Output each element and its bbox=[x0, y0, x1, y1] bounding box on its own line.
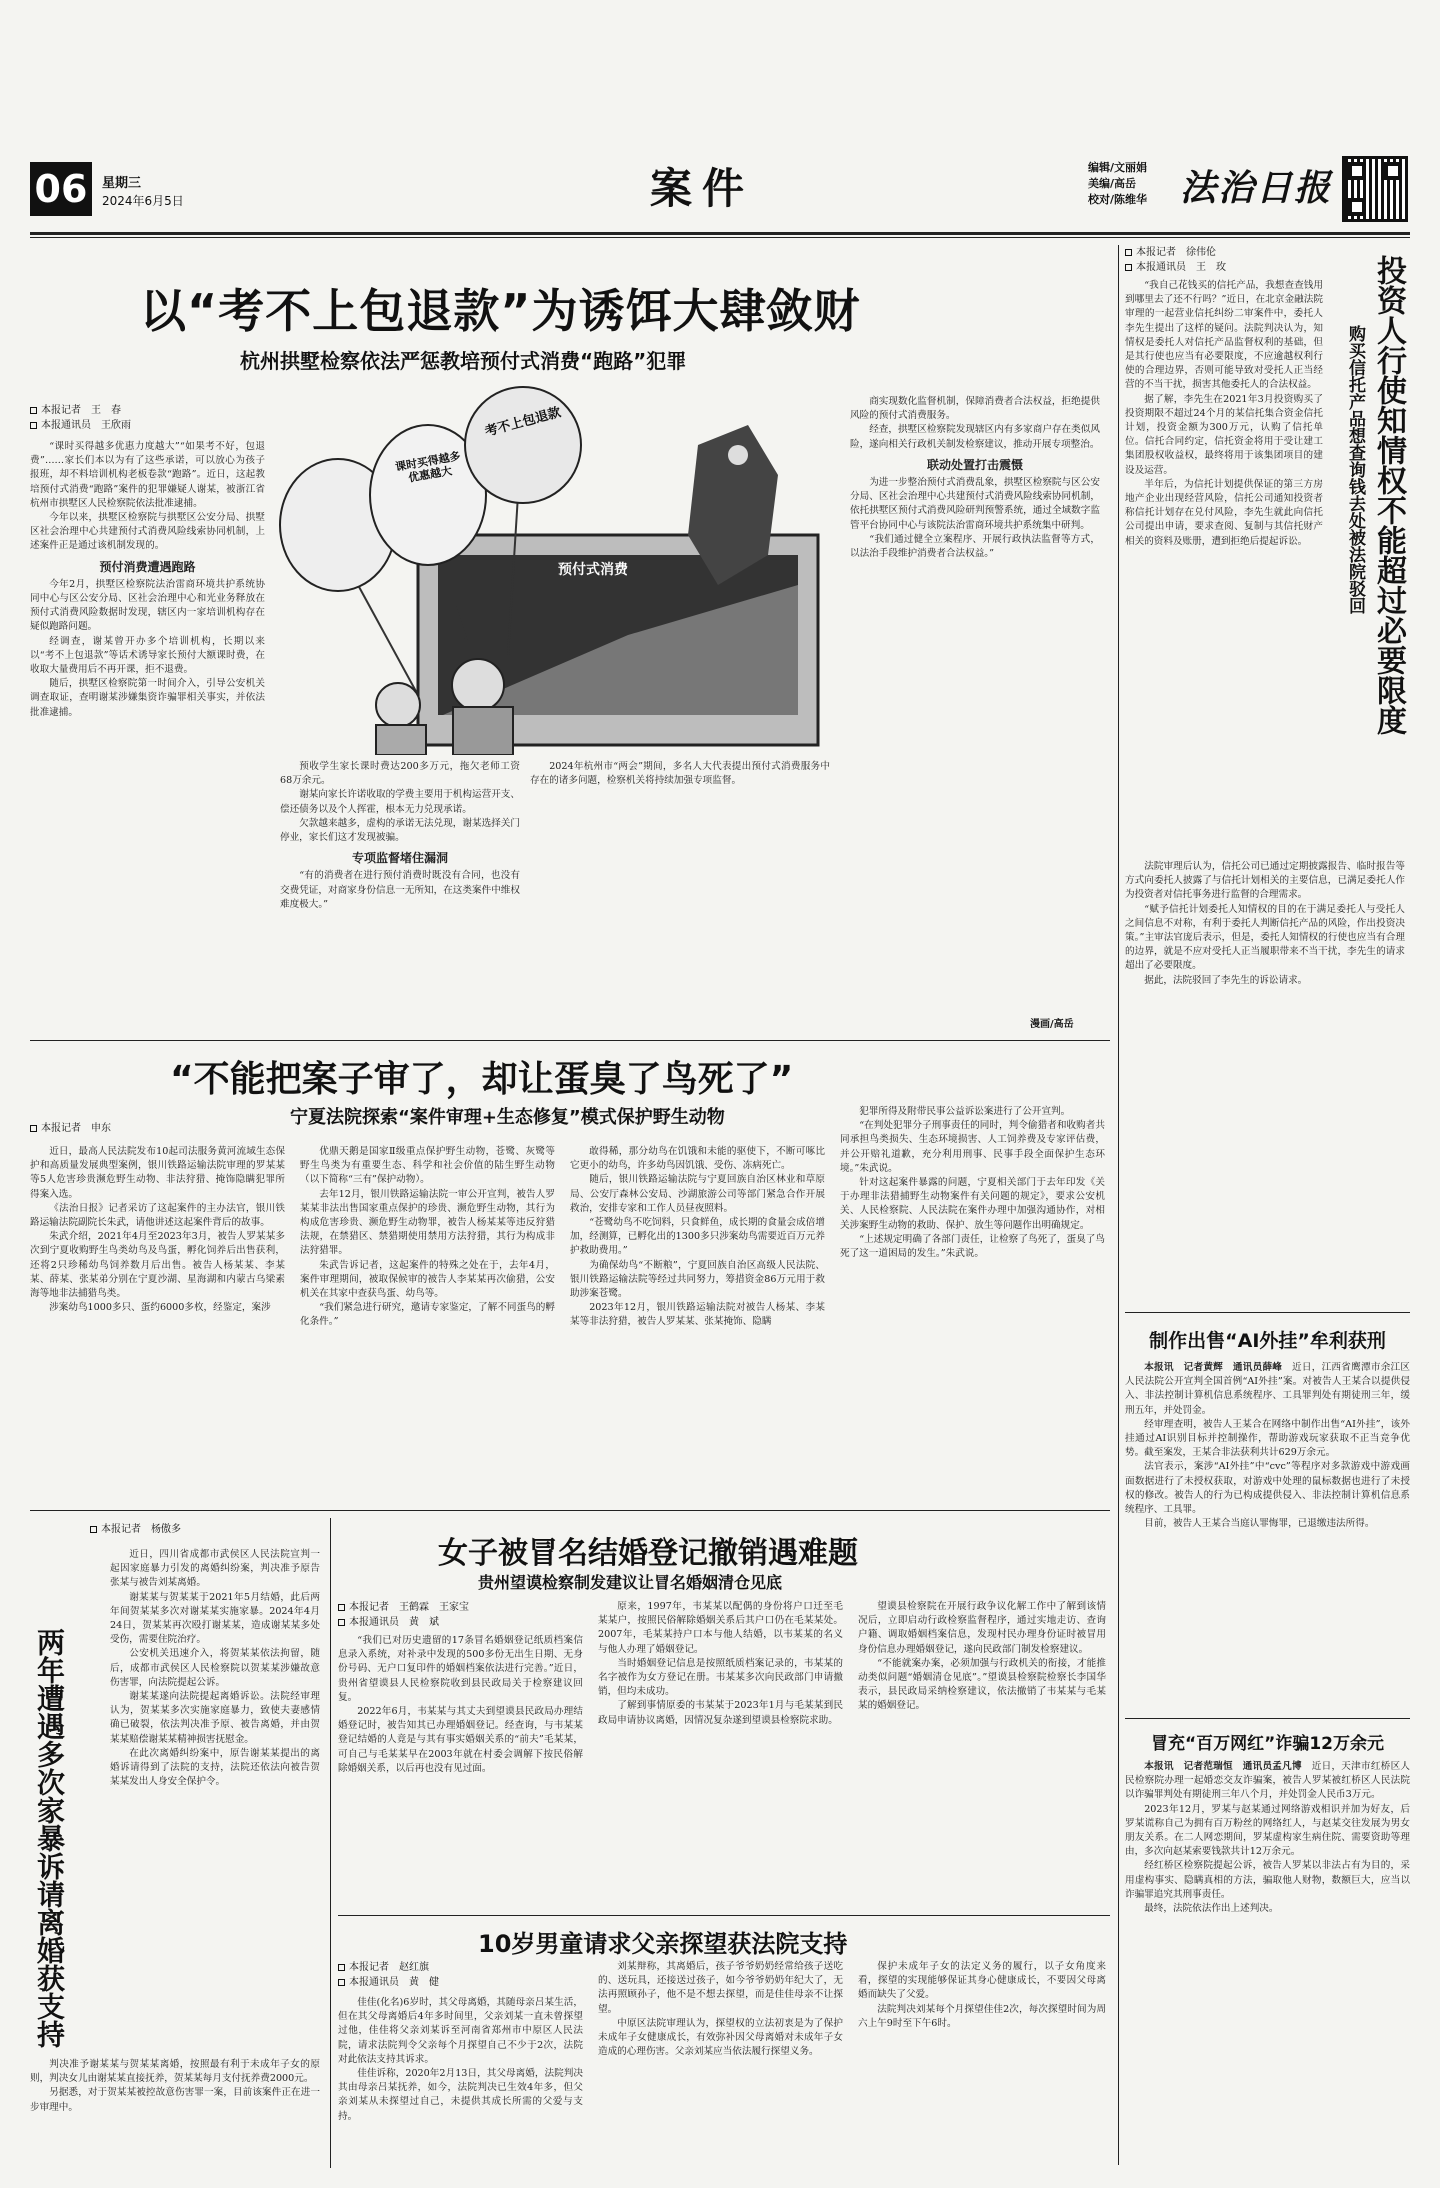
story7-title: 女子被冒名结婚登记撤销遇难题 bbox=[438, 1536, 858, 1571]
story2-title: “不能把案子审了，却让蛋臭了鸟死了” bbox=[170, 1059, 794, 1100]
story1-col4: 商实现数化监督机制，保障消费者合法权益，拒绝提供风险的预付式消费服务。 经查，拱墅区检察院发现辖区内有多家商户存在类似风险，遂向相关行政机关制发检察建议，推动开展专项整治。 联动处置打击震慑 为进一步整治预付式消费乱象，拱墅区检察院与区公安分局、区社会治理中心共建预付式消费风险线索协同机制，依托拱墅区预付式消费风险研判预警系统，通过全域数字监管平台协同中心与该院法治雷商环境共护系统集中研判。 “我们通过健全立案程序、开展行政执法监督等方式，以法治手段维护消费者合法权益。” bbox=[850, 396, 1100, 560]
correspondent: 本报通讯员 黄 健 bbox=[349, 1977, 439, 1988]
balloon-label-discount: 课时买得越多优惠越大 bbox=[394, 449, 462, 485]
story6-title: 两年遭遇多次家暴诉请离婚获支持 bbox=[33, 1628, 66, 2048]
story3-title: 投资人行使知情权不能超过必要限度 bbox=[1371, 255, 1406, 735]
story4 bbox=[1125, 1320, 1410, 1715]
story3 bbox=[1125, 245, 1410, 1310]
story2-byline bbox=[30, 1121, 111, 1136]
qr-code[interactable] bbox=[1342, 156, 1408, 222]
story7-byline bbox=[338, 1600, 469, 1630]
story8-col3: 保护未成年子女的法定义务的履行，以子女角度来看，探望的实现能够保证其身心健康成长，不要因父母离婚而缺失了父爱。 法院判决刘某每个月探望佳佳2次，每次探望时间为周六上午9时至下午6时。 bbox=[858, 1961, 1106, 2029]
story7-col1: “我们已对历史遗留的17条冒名婚姻登记纸质档案信息录入系统，对补录中发现的500多份无出生日期、无身份号码、无户口复印件的婚姻档案依法进行完善。”近日，贵州省望谟县人民检察院收到县民政局关于检察建议回复。 2022年6月，韦某某与其丈夫到望谟县民政局办理结婚登记时，被告知其已办理婚姻登记。经查询，与韦某某登记结婚的人竟是与其有事实婚姻关系的“前夫”毛某某，可自己与毛某某早在2003年就在村委会调解下按民俗解除婚姻关系，以后再也没有见过面。 bbox=[338, 1635, 583, 1774]
story6-body-top: 近日，四川省成都市武侯区人民法院宣判一起因家庭暴力引发的离婚纠纷案，判决准予原告张某与被告刘某离婚。 谢某某与贺某某于2021年5月结婚，此后两年间贺某某多次对谢某某实施家暴。2024年4月24日，贺某某再次殴打谢某某，造成谢某某多处受伤，需要住院治疗。 公安机关迅速介入，将贺某某依法拘留，随后，成都市武侯区人民检察院以贺某某涉嫌故意伤害罪，向法院提起公诉。 谢某某遂向法院提起离婚诉讼。法院经审理认为，贺某某多次实施家庭暴力，致使夫妻感情确已破裂，依法判决准予原、被告离婚，并由贺某某赔偿谢某某精神损害抚慰金。 在此次离婚纠纷案中，原告谢某某提出的离婚诉请得到了法院的支持，法院还依法向被告贺某某发出人身安全保护令。 bbox=[110, 1549, 320, 1788]
story1-col3: 2024年杭州市“两会”期间，多名人大代表提出预付式消费服务中存在的诸多问题，检察机关将持续加强专项监督。 bbox=[530, 761, 830, 787]
masthead-rule-thin bbox=[30, 237, 1410, 238]
story7-col2: 原来，1997年，韦某某以配偶的身份将户口迁至毛某某户，按照民俗解除婚姻关系后其户口仍在毛某某处。2007年，毛某某持户口本与他人结婚，以韦某某的名义与他人办理了婚姻登记。 当时婚姻登记信息是按照纸质档案记录的，韦某某的名字被作为女方登记在册。韦某某多次向民政部门申请撤销，但均未成功。 了解到事情原委的韦某某于2023年1月与毛某某到民政局申请协议离婚，因情况复杂遂到望谟县检察院求助。 bbox=[598, 1601, 843, 1726]
story1-title: 以“考不上包退款”为诱饵大肆敛财 bbox=[140, 284, 861, 338]
reporter: 本报记者 王鹤霖 王家宝 bbox=[349, 1602, 469, 1613]
story1-col1: “课时买得越多优惠力度越大”“如果考不好，包退费”……家长们本以为有了这些承诺，可以放心为孩子报班，却不料培训机构老板卷款“跑路”。近日，这起教培预付式消费“跑路”案件的犯罪嫌疑人谢某，被浙江省杭州市拱墅区人民检察院依法批准逮捕。 今年以来，拱墅区检察院与拱墅区公安分局、拱墅区社会治理中心共建预付式消费风险线索协同机制，上述案件正是通过该机制发现的。 预付消费遭遇跑路 今年2月，拱墅区检察院法治雷商环境共护系统协同中心与区公安分局、区社会治理中心和光业务释放在预付式消费风险数据时发现，辖区内一家培训机构存在疑似跑路问题。 经调查，谢某曾开办多个培训机构，长期以来以“考不上包退款”等话术诱导家长预付大额课时费，在收取大量费用后不再开课，拒不退费。 随后，拱墅区检察院第一时间介入，引导公安机关调查取证，查明谢某涉嫌集资诈骗罪相关事实，并依法批准逮捕。 bbox=[30, 441, 265, 718]
reporter: 本报记者 赵红旗 bbox=[349, 1962, 429, 1973]
correspondent: 本报通讯员 王欣雨 bbox=[41, 420, 131, 431]
story3-body-top: “我自己花钱买的信托产品，我想查查钱用到哪里去了还不行吗？”近日，在北京金融法院审理的一起营业信托纠纷二审案件中，委托人李先生提出了这样的疑问。法院判决认为，知情权是委托人对信托产品监督权利的基础，但是其行使也应当有必要限度，不应逾越权利行使的合理边界，否则可能导致对受托人正当经营的不当干扰，损害其他委托人的合法权益。 据了解，李先生在2021年3月投资购买了投资期限不超过24个月的某信托集合资金信托计划，投资金额为300万元，认购了信托单位。信托合同约定，信托资金将用于受让建工集团股权收益权，最终将用于该集团项目的建设及运营。 半年后，为信托计划提供保证的第三方房地产企业出现经营风险，信托公司通知投资者称信托计划存在兑付风险，李先生就此向信托公司提出申请，要求查阅、复制与其信托财产相关的资料及账册，遭到拒绝后提起诉讼。 bbox=[1125, 280, 1323, 547]
story4-byline: 本报讯 记者黄辉 通讯员薛峰 bbox=[1144, 1362, 1283, 1373]
story8-byline bbox=[338, 1960, 439, 1990]
section-title: 案件 bbox=[650, 164, 755, 213]
story5 bbox=[1125, 1725, 1410, 2165]
story7-subtitle: 贵州望谟检察制发建议让冒名婚姻清仓见底 bbox=[478, 1573, 783, 1592]
story4-title: 制作出售“AI外挂”牟利获刑 bbox=[1149, 1330, 1386, 1352]
paper-logo: 法治日报 bbox=[1180, 167, 1333, 209]
story3-body-bottom: 法院审理后认为，信托公司已通过定期披露报告、临时报告等方式向委托人披露了与信托计划相关的主要信息，已满足委托人作为投资者对信托事务进行监督的合理需求。 “赋予信托计划委托人知情权的目的在于满足委托人与受托人之间信息不对称，有利于委托人判断信托产品的风险，作出投资决策。”主审法官庞后表示，但是，委托人知情权的行使也应当有合理的边界，就是不应对受托人正当履职带来不当干扰，李先生的请求超出了必要限度。 据此，法院驳回了李先生的诉讼请求。 bbox=[1125, 861, 1405, 986]
story4-bottom-rule bbox=[1125, 1718, 1410, 1719]
story2-col1: 近日，最高人民法院发布10起司法服务黄河流域生态保护和高质量发展典型案例，银川铁路运输法院审理的罗某某等5人危害珍贵濒危野生动物、非法狩猎、掩饰隐瞒犯罪所得案入选。 《法治日报》记者采访了这起案件的主办法官，银川铁路运输法院副院长朱武，请他讲述这起案件背后的故事。 朱武介绍，2021年4月至2023年3月，被告人罗某某多次到宁夏收购野生鸟类幼鸟及鸟蛋，孵化饲养后出售获利，还将2只珍稀幼鸟饲养数月后出售。被告人杨某某、李某某、薛某、张某弟分别在宁夏沙湖、星海湖和内蒙古乌梁素海等地非法捕猎鸟类。 涉案幼鸟1000多只、蛋约6000多枚，经鉴定，案涉 bbox=[30, 1146, 285, 1314]
proof-credit: 校对/陈维华 bbox=[1088, 193, 1148, 206]
story8-col1: 佳佳(化名)6岁时，其父母离婚，其随母亲吕某生活，但在其父母离婚后4年多时间里，父亲刘某一直未曾探望过他，佳佳将父亲刘某诉至河南省郑州市中原区人民法院，请求法院判令父亲每个月探望自己不少于2次，法院对此依法支持其诉求。 佳佳诉称，2020年2月13日，其父母离婚，法院判决其由母亲吕某抚养，如今，法院判决已生效4年多，但父亲刘某从未探望过自己，未提供其成长所需的父爱与支持。 bbox=[338, 1997, 583, 2122]
story8-title: 10岁男童请求父亲探望获法院支持 bbox=[478, 1930, 848, 1958]
screen-label-prepaid: 预付式消费 bbox=[558, 562, 628, 578]
cartoon-credit: 漫画/高岳 bbox=[1030, 1019, 1074, 1030]
story1-cartoon bbox=[278, 385, 838, 755]
masthead-rule bbox=[30, 232, 1410, 235]
story2 bbox=[30, 1045, 1110, 1505]
correspondent: 本报通讯员 黄 斌 bbox=[349, 1617, 439, 1628]
story6-byline bbox=[90, 1522, 181, 1537]
story1-subhead-2: 专项监督堵住漏洞 bbox=[351, 851, 448, 866]
story2-col4: 犯罪所得及附带民事公益诉讼案进行了公开宣判。 “在判处犯罪分子刑事责任的同时，判令偷猎者和收购者共同承担鸟类损失、生态环境损害、人工饲养费及专家评估费，并公开赔礼道歉，充分利用刑事、民事手段全面保护生态环境。”朱武说。 针对这起案件暴露的问题，宁夏相关部门于去年印发《关于办理非法猎捕野生动物案件有关问题的规定》，要求公安机关、人民检察院、人民法院在案件办理中加强沟通协作，对相关涉案野生动物的救助、保护、放生等问题作出明确规定。 “上述规定明确了各部门责任，让检察了鸟死了，蛋臭了鸟死了这一道困局的发生。”朱武说。 bbox=[840, 1106, 1105, 1260]
story1-bottom-rule bbox=[30, 1040, 1110, 1041]
reporter: 本报记者 徐伟伦 bbox=[1136, 247, 1216, 258]
weekday: 星期三 bbox=[102, 176, 142, 191]
masthead bbox=[30, 150, 1410, 230]
story1 bbox=[30, 245, 1110, 1035]
story7-bottom-rule bbox=[338, 1915, 1110, 1916]
story5-body: 本报讯 记者范瑞恒 通讯员孟凡博 近日，天津市红桥区人民检察院办理一起婚恋交友诈骗案，被告人罗某被红桥区人民法院以诈骗罪判处有期徒刑三年八个月，并处罚金人民币3万元。 2023年12月，罗某与赵某通过网络游戏相识并加为好友，后罗某谎称自己为拥有百万粉丝的网络红人，与赵某交往发展为男女朋友关系。在二人网恋期间，罗某虚构家生病住院、需要资助等理由，多次向赵某索要钱款共计12万余元。 经红桥区检察院提起公诉，被告人罗某以非法占有为目的，采用虚构事实、隐瞒真相的方法，骗取他人财物，数额巨大，应当以诈骗罪追究其刑事责任。 最终，法院依法作出上述判决。 bbox=[1125, 1761, 1410, 1915]
designer-credit: 美编/高岳 bbox=[1088, 177, 1137, 190]
issue-date: 2024年6月5日 bbox=[102, 194, 184, 208]
story6-body-bottom: 判决准予谢某某与贺某某离婚，按照最有利于未成年子女的原则，判决女儿由谢某某直接抚养，贺某某每月支付抚养费2000元。 另据悉，对于贺某某被控故意伤害罪一案，目前该案件正在进一步审理中。 bbox=[30, 2059, 320, 2113]
story5-title: 冒充“百万网红”诈骗12万余元 bbox=[1150, 1734, 1384, 1754]
reporter: 本报记者 申东 bbox=[41, 1123, 111, 1134]
story1-subhead-1: 预付消费遭遇跑路 bbox=[99, 559, 196, 574]
page-number: 06 bbox=[34, 167, 88, 211]
editor-credit: 编辑/文丽娟 bbox=[1088, 161, 1148, 174]
story6 bbox=[30, 1518, 325, 2168]
story1-col2: 预收学生家长课时费达200多万元，拖欠老师工资68万余元。 谢某向家长许诺收取的学费主要用于机构运营开支、偿还债务以及个人挥霍，根本无力兑现承诺。 欠款越来越多，虚构的承诺无法兑现，谢某选择关门停业，家长们这才发现被骗。 专项监督堵住漏洞 “有的消费者在进行预付消费时既没有合同，也没有交费凭证，对商家身份信息一无所知，在这类案件中维权难度极大。” bbox=[280, 761, 520, 910]
story3-byline bbox=[1125, 245, 1325, 275]
story1-byline bbox=[30, 403, 260, 433]
story2-col2: 优鼎天鹅是国家Ⅱ级重点保护野生动物，苍鹭、灰鹭等野生鸟类为有重要生态、科学和社会价值的陆生野生动物（以下简称“三有”保护动物）。 去年12月，银川铁路运输法院一审公开宣判，被告人罗某某非法出售国家重点保护的珍贵、濒危野生动物，其行为构成危害珍贵、濒危野生动物罪，被告人杨某某等违反狩猎法规，在禁猎区、禁猎期使用禁用方法狩猎，其行为构成非法狩猎罪。 朱武告诉记者，这起案件的特殊之处在于，去年4月，案件审理期间，被取保候审的被告人李某某再次偷猎，公安机关在其家中查获鸟蛋、幼鸟等。 “我们紧急进行研究，邀请专家鉴定，了解不同蛋鸟的孵化条件。” bbox=[300, 1146, 555, 1328]
story4-body: 本报讯 记者黄辉 通讯员薛峰 近日，江西省鹰潭市余江区人民法院公开宣判全国首例“AI外挂”案。对被告人王某合以提供侵入、非法控制计算机信息系统程序、工具罪判处有期徒刑三年，缓刑五年，并处罚金。 经审理查明，被告人王某合在网络中制作出售“AI外挂”，该外挂通过AI识别目标并控制操作，帮助游戏玩家获取不正当竞争优势。截至案发，王某合非法获利共计629万余元。 法官表示，案涉“AI外挂”中“cvc”等程序对多款游戏中游戏画面数据进行了未授权获取，对游戏中处理的鼠标数据也进行了未授权的修改。被告人的行为已构成提供侵入、非法控制计算机信息系统程序、工具罪。 目前，被告人王某合当庭认罪悔罪，已退缴违法所得。 bbox=[1125, 1362, 1410, 1530]
story8 bbox=[338, 1920, 1110, 2168]
balloon-label-refund: 考不上包退款 bbox=[483, 405, 563, 440]
correspondent: 本报通讯员 王 玫 bbox=[1136, 262, 1226, 273]
page-number-box bbox=[30, 162, 92, 216]
story3-subtitle: 购买信托产品想查询钱去处被法院驳回 bbox=[1345, 325, 1365, 614]
story2-subtitle: 宁夏法院探索“案件审理+生态修复”模式保护野生动物 bbox=[290, 1107, 725, 1128]
story2-bottom-rule bbox=[30, 1510, 1110, 1511]
story3-bottom-rule bbox=[1125, 1312, 1410, 1313]
story1-subhead-3: 联动处置打击震慑 bbox=[926, 457, 1023, 472]
story1-subtitle: 杭州拱墅检察依法严惩教培预付式消费“跑路”犯罪 bbox=[240, 349, 687, 373]
story6-divider bbox=[330, 1518, 331, 2168]
story7-col3: 望谟县检察院在开展行政争议化解工作中了解到该情况后，立即启动行政检察监督程序，通过实地走访、查询户籍、调取婚姻档案信息，发现村民办理身份证时被冒用身份信息办理婚姻登记，遂向民政部门制发检察建议。 “不能就案办案，必须加强与行政机关的衔接，才能推动类似问题“婚姻清仓见底”。”望谟县检察院检察长李国华表示，县民政局采纳检察建议，依法撤销了韦某某与毛某某的婚姻登记。 bbox=[858, 1601, 1106, 1712]
right-column-divider bbox=[1118, 245, 1119, 2165]
reporter: 本报记者 杨傲多 bbox=[101, 1524, 181, 1535]
reporter: 本报记者 王 春 bbox=[41, 405, 121, 416]
editor-credits bbox=[1088, 160, 1147, 208]
story7 bbox=[338, 1518, 1110, 1913]
story8-col2: 刘某辩称，其离婚后，孩子爷爷奶奶经常给孩子送吃的、送玩具，还接送过孩子，如今爷爷奶奶年纪大了，无法再照顾孙子，他不是不想去探望，而是佳佳母亲不让探望。 中原区法院审理认为，探望权的立法初衷是为了保护未成年子女健康成长，有效弥补因父母离婚对未成年子女造成的心理伤害。父亲刘某应当依法履行探望义务。 bbox=[598, 1961, 843, 2058]
story2-col3: 敢得稀，那分幼鸟在饥饿和未能的驱使下，不断可啄比它更小的幼鸟，许多幼鸟因饥饿、受伤、冻病死亡。 随后，银川铁路运输法院与宁夏回族自治区林业和草原局、公安厅森林公安局、沙湖旅游公司等部门紧急合作开展救治，安排专家和工作人员昼夜照料。 “苍鹭幼鸟不吃饲料，只食鲜鱼，成长期的食量会成倍增加，经测算，已孵化出的1300多只涉案幼鸟需要近百万元养护救助费用。” 为确保幼鸟“不断粮”，宁夏回族自治区高级人民法院、银川铁路运输法院等经过共同努力，筹措资金86万元用于救助涉案苍鹭。 2023年12月，银川铁路运输法院对被告人杨某、李某某等非法狩猎，被告人罗某某、张某掩饰、隐瞒 bbox=[570, 1146, 825, 1328]
story5-byline: 本报讯 记者范瑞恒 通讯员孟凡博 bbox=[1144, 1761, 1302, 1772]
